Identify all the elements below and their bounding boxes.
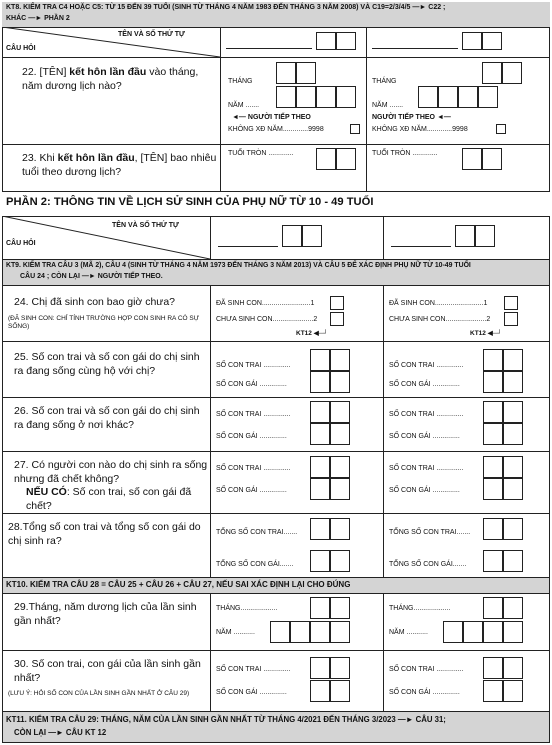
p1-stt2-box2[interactable] [302,225,322,247]
p1-q22-year-box2[interactable] [296,86,316,108]
p1-q25-daughters-box1[interactable] [310,371,330,393]
p2-q27-daughters-box2[interactable] [503,478,523,500]
p2-stt-box2[interactable] [482,32,502,50]
q28-text: 28.Tổng số con trai và tổng số con gái do chị sinh ra? [8,521,201,547]
arrow-right-icon: —► [28,15,43,22]
p2-q30-daughters: SỐ CON GÁI .............. [389,689,460,696]
table2-col2-c [383,593,384,711]
p2-q29-year-box3[interactable] [483,621,503,643]
table2-col1-a [210,216,211,259]
p2-q22-month-box1[interactable] [482,62,502,84]
p2-q22-year-box1[interactable] [418,86,438,108]
kt9-line1: KT9. KIỂM TRA CÂU 3 (MÃ 2), CÂU 4 (SINH TỪ THÁNG 4 NĂM 1973 ĐẾN THÁNG 3 NĂM 2013) VÀ CÂU 5 ĐỂ XÁC ĐỊNH PHỤ NỮ TỪ 10-49 TUỔI [6,262,471,269]
table1-right [549,27,550,192]
p1-q26-sons-box2[interactable] [330,401,350,423]
p1-q29-year-box4[interactable] [330,621,350,643]
p2-q28-boys-box1[interactable] [483,518,503,540]
arrow-right-icon: —► [397,715,414,724]
p1-q27-sons-box1[interactable] [310,456,330,478]
header2-question-label: CÂU HỎI [6,240,36,247]
p1-q22-unknown: KHÔNG XĐ NĂM.............9998 [228,126,324,133]
p2-q28-girls-box2[interactable] [503,550,523,572]
q30-text: 30. Số con trai, con gái của lần sinh gần nhất? [14,658,201,684]
p2-q24-goto: KT12 ◀─┘ [470,330,502,337]
p2-stt2-box2[interactable] [475,225,495,247]
p2-q29-month-box1[interactable] [483,597,503,619]
p1-q28-girls-box1[interactable] [310,550,330,572]
p2-q29-year-box2[interactable] [463,621,483,643]
p1-q22-next: ◄— NGƯỜI TIẾP THEO [232,114,311,121]
table2-col2-a [383,216,384,259]
header2-name-label: TÊN VÀ SỐ THỨ TỰ [112,222,179,229]
p2-q24-opt1: ĐÃ SINH CON.........................1 [389,300,488,307]
p2-q28-girls: TỔNG SỐ CON GÁI....... [389,561,467,568]
p2-q25-daughters-box1[interactable] [483,371,503,393]
arrow-left-icon: ◄— [232,114,246,121]
p1-q29-month-box1[interactable] [310,597,330,619]
table1-col1 [220,27,221,192]
p1-q24-box1[interactable] [330,296,344,310]
p1-q24-goto: KT12 ◀─┘ [296,330,328,337]
p2-name-line-2 [391,246,451,247]
kt11-line1: KT11. KIỂM TRA CÂU 29: THÁNG, NĂM CỦA LẦN SINH GẦN NHẤT TỪ THÁNG 4/2021 ĐẾN THÁNG 3/2023 —► CÂU 31; [6,715,446,724]
kt9-bottom [2,285,550,286]
q23-text: 23. Khi kết hôn lần đầu, [TÊN] bao nhiêu tuổi theo dương lịch? [22,152,217,178]
p2-q22-year-box3[interactable] [458,86,478,108]
q25-text: 25. Số con trai và số con gái do chị sinh ra đang sống cùng hộ với chị? [14,351,200,377]
kt9-line2: CÂU 24 ; CÒN LẠI —► NGƯỜI TIẾP THEO. [20,273,163,280]
p1-q23-age-box1[interactable] [316,148,336,170]
p2-q24-opt2: CHƯA SINH CON.....................2 [389,316,491,323]
table2-left [2,216,3,743]
header1-question-label: CÂU HỎI [6,45,36,52]
p2-q26-daughters-box1[interactable] [483,423,503,445]
q27-text: 27. Có người con nào do chị sinh ra sống nhưng đã chết không? [14,459,208,485]
p1-q30-sons-box2[interactable] [330,657,350,679]
p1-q30-sons-box1[interactable] [310,657,330,679]
p2-stt2-box1[interactable] [455,225,475,247]
p1-name-line [226,48,312,49]
p1-q22-year-label: NĂM ....... [228,102,260,109]
arrow-icon: ◀─┘ [313,330,328,337]
table2-col1-b [210,285,211,577]
p2-q22-year-label: NĂM ....... [372,102,404,109]
p1-q23-age-label: TUỔI TRÒN ............. [228,150,294,157]
p2-q24-box1[interactable] [504,296,518,310]
p1-q30-daughters: SỐ CON GÁI .............. [216,689,287,696]
q24-text: 24. Chị đã sinh con bao giờ chưa? [14,296,176,308]
p1-q28-boys-box1[interactable] [310,518,330,540]
p1-q29-month-box2[interactable] [330,597,350,619]
kt10-text: KT10. KIỂM TRA CÂU 28 = CÂU 25 + CÂU 26 + CÂU 27, NẾU SAI XÁC ĐỊNH LẠI CHO ĐÚNG [6,580,351,589]
q22-bottom [2,144,550,145]
p1-q28-boys: TỔNG SỐ CON TRAI....... [216,529,298,536]
p1-q30-daughters-box2[interactable] [330,680,350,702]
p1-q26-sons-box1[interactable] [310,401,330,423]
p1-q26-daughters-box1[interactable] [310,423,330,445]
arrow-left-icon: ◄— [436,114,451,121]
table2-bottom [2,742,550,743]
p2-q24-box2[interactable] [504,312,518,326]
p1-q25-sons-box1[interactable] [310,349,330,371]
p2-q26-daughters: SỐ CON GÁI .............. [389,433,460,440]
p2-q29-year-box1[interactable] [443,621,463,643]
table1-bottom [2,191,550,192]
p2-q28-girls-box1[interactable] [483,550,503,572]
p2-q22-unknown-box[interactable] [496,124,506,134]
p2-q27-sons-box1[interactable] [483,456,503,478]
q27-bottom [2,513,550,514]
p1-q27-daughters-box1[interactable] [310,478,330,500]
q26-text: 26. Số con trai và số con gái do chị sinh ra đang sống ở nơi khác? [14,405,200,431]
p2-q22-month-box2[interactable] [502,62,522,84]
p1-q24-box2[interactable] [330,312,344,326]
p2-q22-next: NGƯỜI TIẾP THEO ◄— [372,114,451,121]
p1-q29-year-box1[interactable] [270,621,290,643]
p2-q22-year-box4[interactable] [478,86,498,108]
p1-q22-year-box3[interactable] [316,86,336,108]
arrow-icon: ◀─┘ [487,330,502,337]
p1-q23-age-box2[interactable] [336,148,356,170]
table2-col2-b [383,285,384,577]
p1-q27-daughters-box2[interactable] [330,478,350,500]
p2-q26-daughters-box2[interactable] [503,423,523,445]
table2-right [549,216,550,743]
p2-q28-boys: TỔNG SỐ CON TRAI....... [389,529,471,536]
p2-name-line [372,48,458,49]
p1-q22-month-box2[interactable] [296,62,316,84]
p1-q27-sons: SỐ CON TRAI .............. [216,465,291,472]
q22-text: 22. [TÊN] kết hôn lần đầu vào tháng, năm dương lịch nào? [22,66,199,92]
p2-stt-box1[interactable] [462,32,482,50]
p1-q27-daughters: SỐ CON GÁI .............. [216,487,287,494]
kt8-line1: KT8. KIỂM TRA C4 HOẶC C5: TỪ 15 ĐẾN 39 TUỔI (SINH TỪ THÁNG 4 NĂM 1983 ĐẾN THÁNG 3 NĂM 2008) VÀ C19=2/3/4/5 —► C22 ; [6,4,446,11]
p1-q22-month-box1[interactable] [276,62,296,84]
p1-q22-unknown-box[interactable] [350,124,360,134]
p1-q30-daughters-box1[interactable] [310,680,330,702]
table2-col1-c [210,593,211,711]
p1-q24-opt1: ĐÃ SINH CON.........................1 [216,300,315,307]
p2-q29-month-box2[interactable] [503,597,523,619]
p2-q22-unknown: KHÔNG XĐ NĂM.............9998 [372,126,468,133]
p2-q26-sons-box2[interactable] [503,401,523,423]
p2-q26-sons-box1[interactable] [483,401,503,423]
p1-q28-girls: TỔNG SỐ CON GÁI....... [216,561,294,568]
p2-q23-age-box2[interactable] [482,148,502,170]
p1-q22-year-box4[interactable] [336,86,356,108]
q24-bottom [2,341,550,342]
arrow-right-icon: —► [412,4,427,11]
p1-q27-sons-box2[interactable] [330,456,350,478]
p1-q29-year: NĂM ........... [216,629,255,636]
p1-q22-month-label: THÁNG [228,78,253,85]
p1-q28-girls-box2[interactable] [330,550,350,572]
arrow-right-icon: —► [81,273,96,280]
p2-q30-daughters-box2[interactable] [503,680,523,702]
p1-stt-box1[interactable] [316,32,336,50]
p1-q25-sons: SỐ CON TRAI .............. [216,362,291,369]
p1-q30-sons: SỐ CON TRAI .............. [216,666,291,673]
part2-title: PHẦN 2: THÔNG TIN VỀ LỊCH SỬ SINH CỦA PHỤ NỮ TỪ 10 - 49 TUỔI [6,196,374,208]
p2-q22-year-box2[interactable] [438,86,458,108]
p2-q30-sons-box2[interactable] [503,657,523,679]
p1-q24-opt2: CHƯA SINH CON.....................2 [216,316,318,323]
p2-q29-month: THÁNG................... [389,605,451,612]
kt10-bottom [2,593,550,594]
p1-q26-sons: SỐ CON TRAI .............. [216,411,291,418]
p2-q25-sons-box1[interactable] [483,349,503,371]
p1-q29-month: THÁNG................... [216,605,278,612]
q29-text: 29.Tháng, năm dương lịch của lần sinh gần nhất? [14,601,197,627]
p2-q25-sons: SỐ CON TRAI .............. [389,362,464,369]
p1-q22-year-box1[interactable] [276,86,296,108]
p1-q25-daughters-box2[interactable] [330,371,350,393]
p1-stt2-box1[interactable] [282,225,302,247]
q24-note: (ĐÃ SINH CON: CHỈ TÍNH TRƯỜNG HỢP CON SINH RA CÓ SỰ SỐNG) [8,315,200,330]
p1-q29-year-box3[interactable] [310,621,330,643]
table1-col2 [366,27,367,192]
p2-q30-sons-box1[interactable] [483,657,503,679]
p2-q25-sons-box2[interactable] [503,349,523,371]
p2-q25-daughters-box2[interactable] [503,371,523,393]
p2-q23-age-box1[interactable] [462,148,482,170]
p2-q27-sons-box2[interactable] [503,456,523,478]
p2-q30-sons: SỐ CON TRAI .............. [389,666,464,673]
p1-name-line-2 [218,246,278,247]
p1-q25-sons-box2[interactable] [330,349,350,371]
p2-q29-year: NĂM ........... [389,629,428,636]
p2-q29-year-box4[interactable] [503,621,523,643]
p1-q26-daughters-box2[interactable] [330,423,350,445]
q25-bottom [2,397,550,398]
p1-q28-boys-box2[interactable] [330,518,350,540]
q26-bottom [2,451,550,452]
p2-q27-daughters-box1[interactable] [483,478,503,500]
arrow-right-icon: —► [48,728,64,737]
kt11-line2: CÒN LẠI —► CÂU KT 12 [14,728,107,737]
p1-q25-daughters: SỐ CON GÁI .............. [216,381,287,388]
q29-bottom [2,650,550,651]
p2-q27-sons: SỐ CON TRAI .............. [389,465,464,472]
p2-q25-daughters: SỐ CON GÁI .............. [389,381,460,388]
q30-note: (LƯU Ý: HỎI SỐ CON CỦA LẦN SINH GẦN NHẤT Ở CÂU 29) [8,690,190,697]
p1-q26-daughters: SỐ CON GÁI .............. [216,433,287,440]
kt8-line2: KHÁC —► PHẦN 2 [6,15,70,22]
p1-q29-year-box2[interactable] [290,621,310,643]
p2-q27-daughters: SỐ CON GÁI .............. [389,487,460,494]
header1-name-label: TÊN VÀ SỐ THỨ TỰ [118,31,185,38]
header1-bottom [2,57,550,58]
p1-stt-box2[interactable] [336,32,356,50]
p2-q22-month-label: THÁNG [372,78,397,85]
p2-q26-sons: SỐ CON TRAI .............. [389,411,464,418]
p2-q23-age-label: TUỔI TRÒN ............. [372,150,438,157]
p2-q30-daughters-box1[interactable] [483,680,503,702]
q27-if-text: NẾU CÓ: Số con trai, số con gái đã chết? [26,486,192,512]
p2-q28-boys-box2[interactable] [503,518,523,540]
